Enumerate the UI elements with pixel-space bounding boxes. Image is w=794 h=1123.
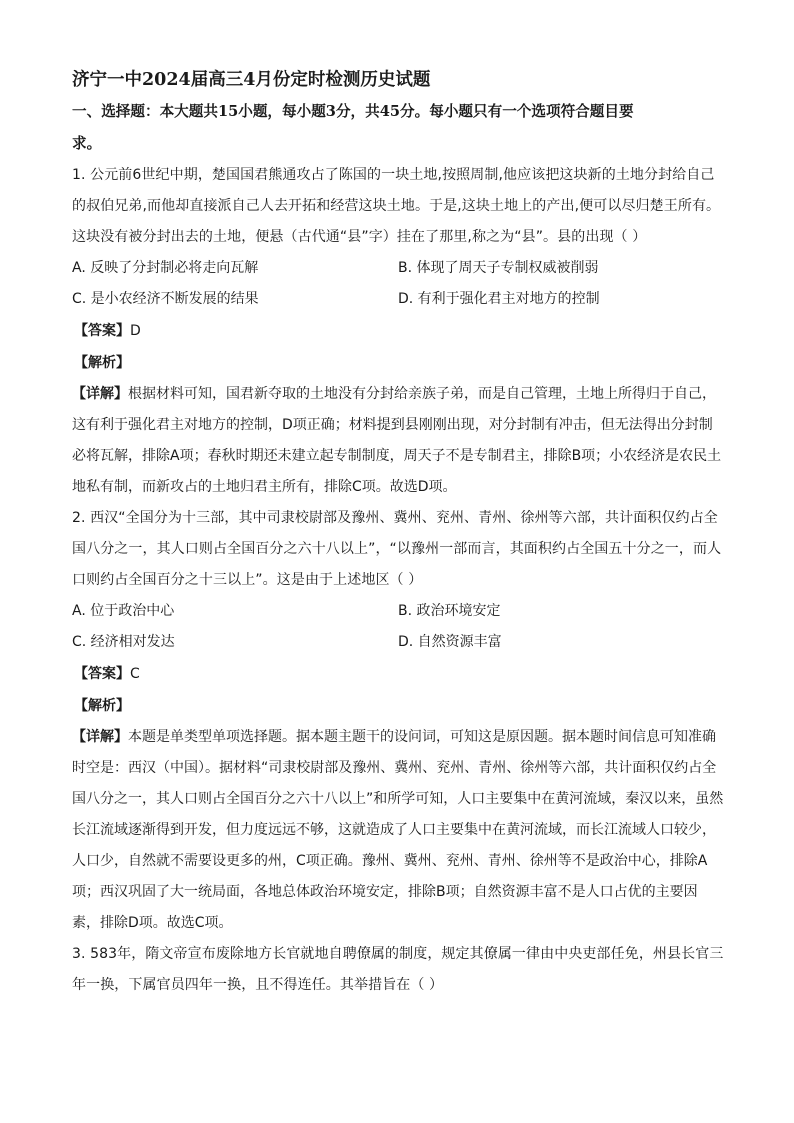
option-c: C. 是小农经济不断发展的结果	[72, 291, 259, 307]
question-stem: 2. 西汉“全国分为十三部，其中司隶校尉部及豫州、冀州、兖州、青州、徐州等六部，共计面积仅约占全国八分之一，其人口则占全国百分之六十八以上”，“以豫州一部而言，其面积约占全国五十分之一，而人口则约占全国百分之十三以上”。这是由于上述地区（ ）	[72, 510, 722, 588]
section-heading-line2: 求。	[72, 135, 102, 152]
section-heading-line1: 一、选择题：本大题共15小题，每小题3分，共45分。每小题只有一个选项符合题目要	[72, 103, 634, 120]
option-d: D. 自然资源丰富	[398, 634, 502, 650]
question-2	[72, 503, 724, 939]
question-1	[72, 160, 724, 503]
option-d: D. 有利于强化君主对地方的控制	[398, 291, 600, 307]
option-a: A. 反映了分封制必将走向瓦解	[72, 260, 259, 276]
options-list	[72, 253, 724, 315]
answer-value: D	[130, 323, 141, 339]
detail-text: 本题是单类型单项选择题。据本题主题干的设问词，可知这是原因题。据本题时间信息可知准确时空是：西汉（中国）。据材料“司隶校尉部及豫州、冀州、兖州、青州、徐州等六部，共计面积仅约占全国八分之一，其人口则占全国百分之六十八以上”和所学可知，人口主要集中在黄河流域，秦汉以来，虽然长江流域逐渐得到开发，但力度远远不够，这就造成了人口主要集中在黄河流域，而长江流域人口较少，人口少，自然就不需要设更多的州，C项正确。豫州、冀州、兖州、青州、徐州等不是政治中心，排除A项；西汉巩固了大一统局面，各地总体政治环境安定，排除B项；自然资源丰富不是人口占优的主要因素，排除D项。故选C项。	[72, 729, 724, 931]
options-list	[72, 596, 724, 658]
detail-label: 【详解】	[72, 729, 128, 745]
answer-label: 【答案】	[74, 323, 130, 339]
analysis-label: 【解析】	[74, 355, 130, 371]
answer-value: C	[130, 666, 140, 682]
option-b: B. 体现了周天子专制权威被削弱	[398, 260, 599, 276]
answer-line	[74, 315, 724, 347]
option-b: B. 政治环境安定	[398, 603, 501, 619]
option-a: A. 位于政治中心	[72, 603, 175, 619]
analysis-line	[74, 690, 724, 722]
detail-text: 根据材料可知，国君新夺取的土地没有分封给亲族子弟，而是自己管理，土地上所得归于自己，这有利于强化君主对地方的控制，D项正确；材料提到县刚刚出现，对分封制有冲击，但无法得出分封制必将瓦解，排除A项；春秋时期还未建立起专制制度，周天子不是专制君主，排除B项；小农经济是农民土地私有制，而新攻占的土地归君主所有，排除C项。故选D项。	[72, 386, 722, 495]
question-stem: 3. 583年，隋文帝宣布废除地方长官就地自聘僚属的制度，规定其僚属一律由中央吏部任免，州县长官三年一换，下属官员四年一换，且不得连任。其举措旨在（ ）	[72, 946, 724, 993]
answer-label: 【答案】	[74, 666, 130, 682]
detail-label: 【详解】	[72, 386, 128, 402]
question-3	[72, 939, 724, 1001]
analysis-label: 【解析】	[74, 698, 130, 714]
section-heading	[72, 96, 724, 160]
analysis-line	[74, 347, 724, 379]
document-content	[72, 66, 724, 1001]
answer-line	[74, 658, 724, 690]
page-title: 济宁一中2024届高三4月份定时检测历史试题	[72, 70, 431, 90]
question-stem: 1. 公元前6世纪中期，楚国国君熊通攻占了陈国的一块土地,按照周制,他应该把这块新的土地分封给自己的叔伯兄弟,而他却直接派自己人去开拓和经营这块土地。于是,这块土地上的产出,便可以尽归楚王所有。这块没有被分封出去的土地，便悬（古代通“县”字）挂在了那里,称之为“县”。县的出现（ ）	[72, 167, 721, 245]
detail-paragraph	[72, 379, 724, 503]
detail-paragraph	[72, 722, 724, 939]
option-c: C. 经济相对发达	[72, 634, 175, 650]
